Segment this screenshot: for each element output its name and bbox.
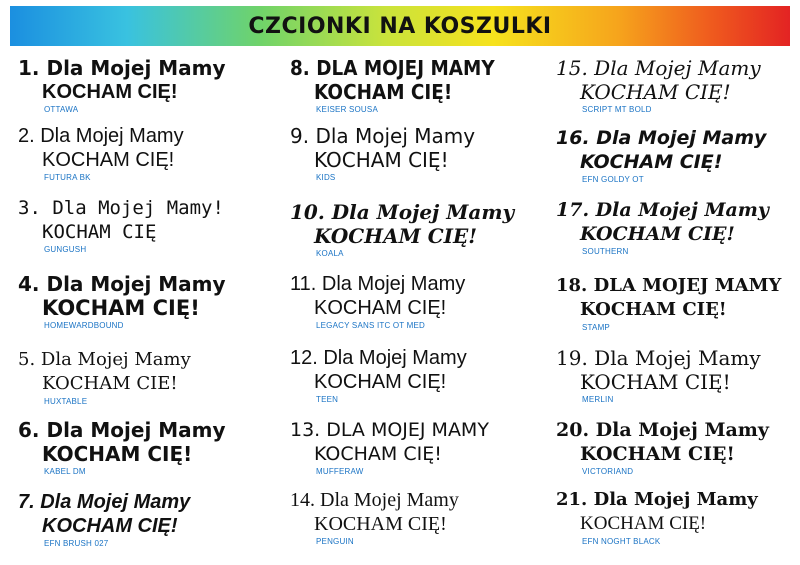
sample-line-2: KOCHAM CIĘ! xyxy=(580,151,723,173)
sample-line-2: KOCHAM CIĘ! xyxy=(42,81,178,103)
font-name-label: FUTURA BK xyxy=(44,173,91,182)
font-name-label: EFN BRUSH 027 xyxy=(44,539,109,548)
title-banner xyxy=(10,6,790,46)
sample-line-1: 1. Dla Mojej Mamy xyxy=(18,56,226,80)
font-sample-10 xyxy=(290,200,545,258)
font-name-label: MUFFERAW xyxy=(316,467,364,476)
font-name-label: HOMEWARDBOUND xyxy=(44,321,124,330)
font-name-label: LEGACY SANS ITC OT MED xyxy=(316,321,426,330)
sample-line-1: 12. Dla Mojej Mamy xyxy=(290,347,467,369)
sample-line-2: KOCHAM CIĘ! xyxy=(314,297,447,319)
font-name-label: SOUTHERN xyxy=(582,247,629,256)
font-name-label: EFN GOLDY OT xyxy=(582,175,644,184)
font-sample-21 xyxy=(556,488,800,546)
font-sample-1 xyxy=(18,56,273,114)
sample-line-2: KOCHAM CIĘ! xyxy=(314,443,442,465)
sample-line-2: KOCHAM CIĘ! xyxy=(580,299,727,320)
sample-line-2: KOCHAM CIĘ! xyxy=(42,442,193,466)
font-sample-4 xyxy=(18,272,273,330)
font-sample-7 xyxy=(18,490,273,548)
font-name-label: VICTORIAND xyxy=(582,467,634,476)
sample-line-1: 7. Dla Mojej Mamy xyxy=(18,491,191,513)
font-sample-18 xyxy=(556,274,800,332)
font-sample-20 xyxy=(556,418,800,476)
font-sample-12 xyxy=(290,346,545,404)
sample-line-2: KOCHAM CIĘ! xyxy=(314,513,447,535)
font-sample-2 xyxy=(18,124,273,182)
sample-line-1: 16. Dla Mojej Mamy xyxy=(556,127,767,149)
font-name-label: PENGUIN xyxy=(316,537,354,546)
sample-line-1: 5. Dla Mojej Mamy xyxy=(18,349,191,370)
sample-line-1: 20. Dla Mojej Mamy xyxy=(556,419,769,441)
font-name-label: STAMP xyxy=(582,323,610,332)
sample-line-2: KOCHAM CIĘ! xyxy=(580,80,731,104)
font-name-label: EFN NOGHT BLACK xyxy=(582,537,661,546)
font-name-label: KOALA xyxy=(316,249,344,258)
font-sample-15 xyxy=(556,56,800,114)
font-sample-8 xyxy=(290,56,545,114)
font-name-label: TEEN xyxy=(316,395,339,404)
sample-line-1: 21. Dla Mojej Mamy xyxy=(556,489,758,510)
font-name-label: KEISER SOUSA xyxy=(316,105,378,114)
sample-line-2: KOCHAM CIĘ! xyxy=(580,513,707,534)
sample-line-2: KOCHAM CIĘ! xyxy=(580,223,735,245)
sample-line-1: 10. Dla Mojej Mamy xyxy=(290,200,515,224)
font-sample-6 xyxy=(18,418,273,476)
sample-line-1: 14. Dla Mojej Mamy xyxy=(290,489,459,511)
sample-line-1: 3. Dla Mojej Mamy! xyxy=(18,197,224,219)
font-sample-11 xyxy=(290,272,545,330)
sample-line-2: KOCHAM CIĘ xyxy=(42,221,157,243)
font-name-label: GUNGUSH xyxy=(44,245,87,254)
sample-line-2: KOCHAM CIĘ! xyxy=(42,515,178,537)
sample-line-1: 9. Dla Mojej Mamy xyxy=(290,124,476,148)
sample-line-1: 4. Dla Mojej Mamy xyxy=(18,272,226,296)
font-sample-5 xyxy=(18,348,273,406)
sample-line-2: KOCHAM CIĘ! xyxy=(580,443,735,465)
sample-line-2: KOCHAM CIĘ! xyxy=(314,148,449,172)
font-name-label: OTTAWA xyxy=(44,105,79,114)
font-name-label: SCRIPT MT BOLD xyxy=(582,105,652,114)
sample-line-2: KOCHAM CIĘ! xyxy=(314,80,453,104)
sample-line-2: KOCHAM CIE! xyxy=(42,373,178,394)
font-name-label: MERLIN xyxy=(582,395,614,404)
font-sample-9 xyxy=(290,124,545,182)
font-name-label: HUXTABLE xyxy=(44,397,88,406)
sample-line-1: 8. DLA MOJEJ MAMY xyxy=(290,56,495,80)
sample-line-1: 19. Dla Mojej Mamy xyxy=(556,346,761,370)
font-sample-13 xyxy=(290,418,545,476)
sample-line-1: 11. Dla Mojej Mamy xyxy=(290,273,466,295)
font-sample-19 xyxy=(556,346,800,404)
sample-line-2: KOCHAM CIĘ! xyxy=(42,296,200,320)
font-sample-14 xyxy=(290,488,545,546)
page-title: CZCIONKI NA KOSZULKI xyxy=(248,13,552,39)
sample-line-1: 6. Dla Mojej Mamy xyxy=(18,418,226,442)
sample-line-1: 13. DLA MOJEJ MAMY xyxy=(290,419,489,441)
font-sample-17 xyxy=(556,198,800,256)
font-name-label: KIDS xyxy=(316,173,336,182)
font-name-label: KABEL DM xyxy=(44,467,86,476)
sample-line-2: KOCHAM CIĘ! xyxy=(42,149,175,171)
sample-line-1: 2. Dla Mojej Mamy xyxy=(18,125,184,147)
sample-line-1: 15. Dla Mojej Mamy xyxy=(556,56,761,80)
sample-line-1: 17. Dla Mojej Mamy xyxy=(556,199,769,221)
sample-line-1: 18. DLA MOJEJ MAMY xyxy=(556,275,782,296)
sample-line-2: KOCHAM CIĘ! xyxy=(580,370,731,394)
font-sample-3 xyxy=(18,196,273,254)
sample-line-2: KOCHAM CIĘ! xyxy=(314,224,477,248)
font-sample-16 xyxy=(556,126,800,184)
sample-line-2: KOCHAM CIĘ! xyxy=(314,371,447,393)
